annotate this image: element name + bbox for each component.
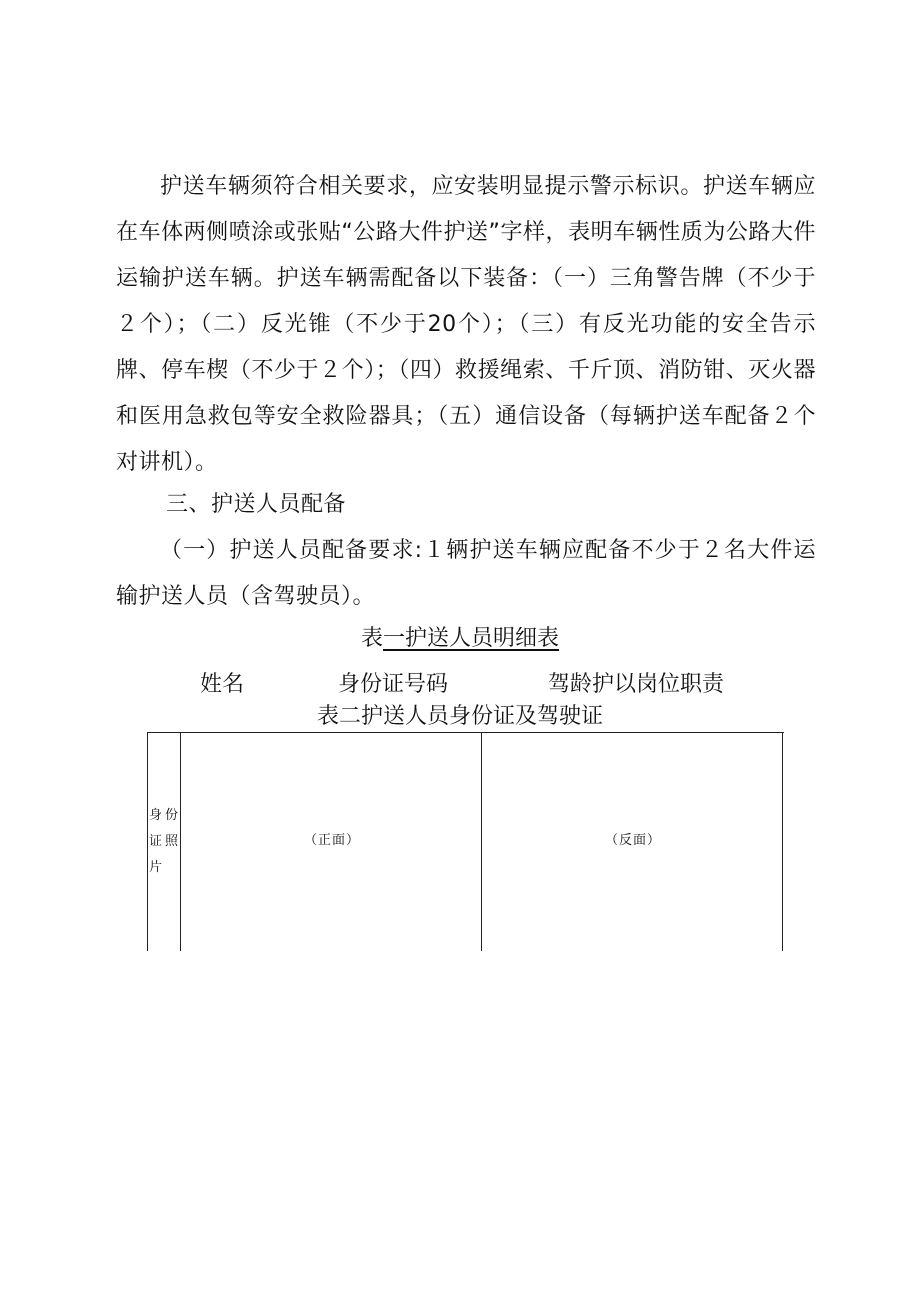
id-photo-table bbox=[147, 732, 784, 951]
id-front-placeholder: （正面） bbox=[303, 833, 360, 848]
paragraph-staffing-requirement: （一）护送人员配备要求:１辆护送车辆应配备不少于２名大件运输护送人员（含驾驶员）。 bbox=[116, 538, 816, 609]
table-divider-middle bbox=[481, 733, 482, 951]
table-2-caption: 表二护送人员身份证及驾驶证 bbox=[316, 704, 603, 729]
header-name: 姓名 bbox=[200, 672, 245, 697]
table-1-caption-title: 一护送人员明细表 bbox=[383, 626, 560, 651]
section-heading: 三、护送人员配备 bbox=[166, 492, 347, 517]
table-1-caption bbox=[0, 619, 920, 659]
paragraph-escort-vehicles: 护送车辆须符合相关要求，应安装明显提示警示标识。护送车辆应在车体两侧喷涂或张贴“公路大件护送”字样，表明车辆性质为公路大件运输护送车辆。护送车辆需配备以下装备：（一）三角警告牌（不少于２个）；（二）反光锥（不少于20个）；（三）有反光功能的安全告示牌、停车楔（不少于２个）；（四）救援绳索、千斤顶、消防钳、灭火器和医用急救包等安全救险器具；（五）通信设备（每辆护送车配备２个对讲机）。 bbox=[116, 174, 816, 475]
id-back-placeholder: （反面） bbox=[604, 833, 661, 848]
header-id-number: 身份证号码 bbox=[338, 672, 449, 697]
header-duty: 驾龄护以岗位职责 bbox=[548, 672, 725, 697]
table-1-caption-prefix: 表 bbox=[360, 626, 383, 651]
id-photo-row-label: 身份证照片 bbox=[149, 808, 182, 875]
table-border-left bbox=[147, 733, 148, 951]
table-border-right bbox=[782, 733, 783, 951]
